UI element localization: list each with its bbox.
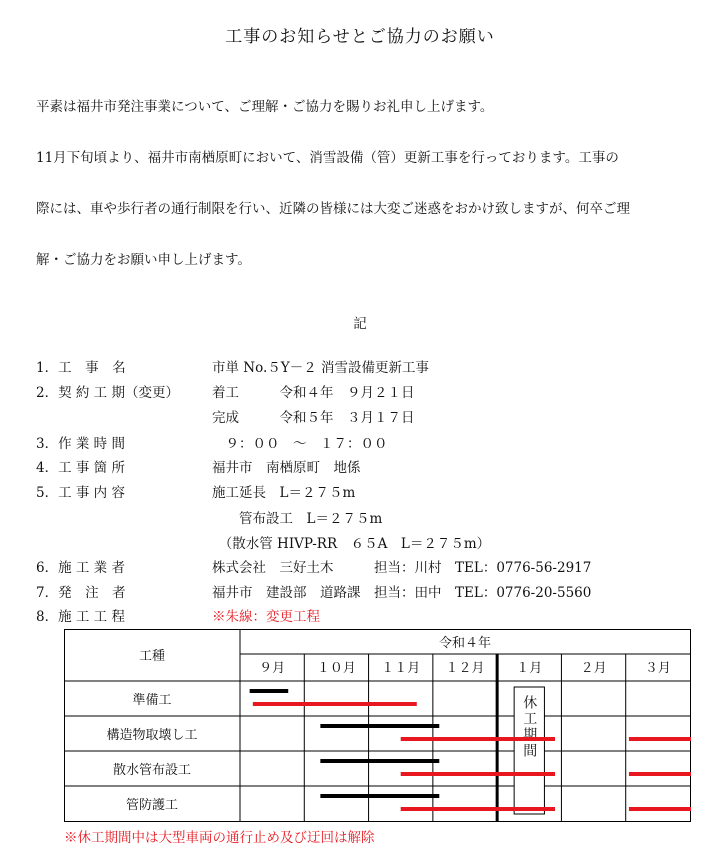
item-value: 福井市 南楢原町 地係	[212, 460, 361, 476]
item-label: 2．契 約 工 期（変更）	[36, 385, 179, 401]
item-value: 完成 令和５年 ３月１７日	[212, 410, 415, 426]
work-type-label: 構造物取壊し工	[106, 728, 198, 743]
item-row	[36, 434, 716, 454]
item-label: 3．作 業 時 間	[36, 436, 125, 452]
item-row	[36, 534, 716, 554]
header-year: 令和４年	[438, 636, 492, 651]
ki-heading: 記	[353, 316, 367, 332]
item-label: 8．施 工 工 程	[36, 609, 125, 625]
item-value: 施工延長 L＝２７５m	[212, 485, 356, 501]
header-work-type: 工種	[138, 649, 166, 664]
month-label: １月	[516, 661, 543, 676]
intro-line-4: 解・ご協力をお願い申し上げます。	[36, 252, 251, 268]
item-row	[36, 558, 716, 578]
intro-line-3: 際には、車や歩行者の通行制限を行い、近隣の皆様には大変ご迷惑をおかけ致しますが、何卒ご理	[36, 201, 630, 217]
item-row	[36, 607, 716, 627]
item-label: 6．施 工 業 者	[36, 560, 125, 576]
item-row	[36, 583, 716, 603]
month-label: １２月	[445, 661, 485, 676]
item-row	[36, 458, 716, 478]
item-value: 市単 No.５Y－２ 消雪設備更新工事	[212, 360, 429, 376]
item-value: 管布設工 L＝２７５m	[212, 511, 383, 527]
month-label: １１月	[381, 661, 421, 676]
work-type-label: 散水管布設工	[112, 763, 192, 778]
item-value: （散水管 HIVP-RR ６５A L＝２７５m）	[212, 536, 491, 552]
item-row	[36, 509, 716, 529]
month-label: ２月	[580, 661, 607, 676]
item-label: 7．発 注 者	[36, 585, 126, 601]
month-label: １０月	[316, 661, 356, 676]
notice-title: 工事のお知らせとご協力のお願い	[225, 27, 495, 47]
item-row	[36, 383, 716, 403]
work-type-label: 準備工	[132, 693, 172, 708]
work-type-label: 管防護工	[125, 798, 179, 813]
break-period-label: 休工期間	[521, 695, 538, 759]
item-row	[36, 483, 716, 503]
item-label: 5．工 事 内 容	[36, 485, 125, 501]
item-label: 4．工 事 箇 所	[36, 460, 125, 476]
footnote: ※休工期間中は大型車両の通行止め及び迂回は解除	[64, 830, 375, 846]
item-row	[36, 358, 716, 378]
intro-line-1: 平素は福井市発注事業について、ご理解・ご協力を賜りお礼申し上げます。	[36, 99, 494, 115]
item-value: 着工 令和４年 ９月２１日	[212, 385, 415, 401]
month-label: ３月	[644, 661, 671, 676]
intro-line-2: 11月下旬頃より、福井市南楢原町において、消雪設備（管）更新工事を行っております。工事の	[36, 150, 619, 166]
schedule-table	[64, 629, 691, 822]
item-value: 福井市 建設部 道路課 担当：田中 TEL：0776-20-5560	[212, 585, 592, 601]
item-value: ※朱線：変更工程	[212, 609, 320, 625]
item-label: 1．工 事 名	[36, 360, 126, 376]
item-value: ９：００ ～ １７：００	[212, 436, 388, 452]
item-row	[36, 408, 716, 428]
item-value: 株式会社 三好土木 担当：川村 TEL：0776-56-2917	[212, 560, 592, 576]
month-label: ９月	[259, 661, 286, 676]
